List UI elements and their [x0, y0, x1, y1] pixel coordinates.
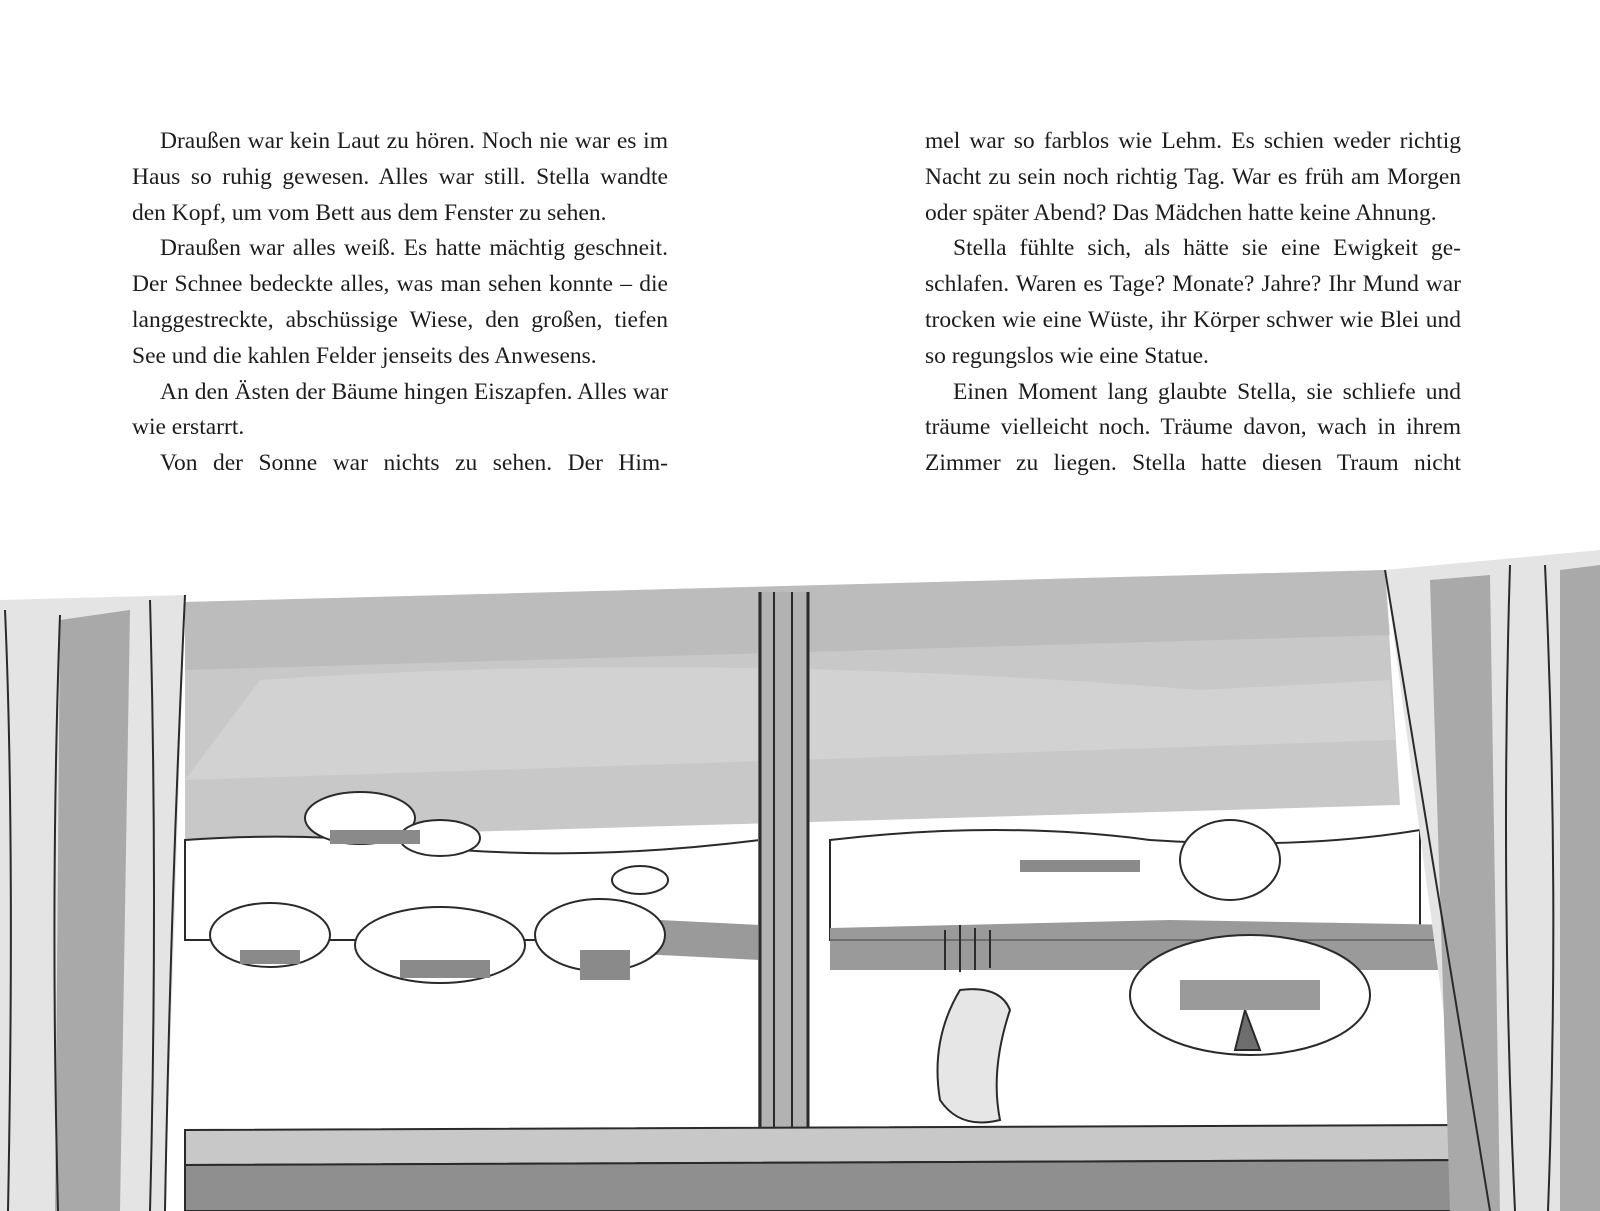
- left-page-text: [132, 124, 668, 482]
- window-mullion: [758, 592, 808, 1152]
- paragraph: Einen Moment lang glaubte Stella, sie schliefe und träume vielleicht noch. Träume davon, wach in ihrem Zimmer zu liegen. Stella hatte diesen Traum nicht: [925, 378, 1461, 477]
- paragraph: Draußen war kein Laut zu hören. Noch nie war es im Haus so ruhig gewesen. Alles war still. Stella wandte den Kopf, um vom Bett aus dem Fenster zu sehen.: [132, 128, 668, 226]
- paragraph: An den Ästen der Bäume hingen Eiszapfen. Alles war wie erstarrt.: [132, 378, 668, 441]
- window-sill: [185, 1125, 1490, 1211]
- snow-field: [185, 960, 760, 1140]
- window-landscape-illustration: [0, 540, 1600, 1211]
- paragraph: Stella fühlte sich, als hätte sie eine Ewigkeit geschlafen. Waren es Tage? Monate? Jahre? Ihr Mund war trocken wie eine Wüste, ihr Körper schwer wie Blei und so regungslos wie eine Statue.: [925, 235, 1461, 369]
- paragraph: Von der Sonne war nichts zu sehen. Der Him-: [160, 450, 668, 477]
- paragraph: Draußen war alles weiß. Es hatte mächtig geschneit. Der Schnee bedeckte alles, was man sehen konnte – die langgestreckte, abschüssige Wiese, den großen, tiefen See und die kahlen Felder jenseits des Anwesens.: [132, 235, 668, 369]
- curtain-left: [0, 595, 185, 1211]
- paragraph: mel war so farblos wie Lehm. Es schien weder richtig Nacht zu sein noch richtig Tag. War es früh am Morgen oder später Abend? Das Mädchen hatte keine Ahnung.: [925, 128, 1461, 226]
- right-page-text: [925, 124, 1461, 482]
